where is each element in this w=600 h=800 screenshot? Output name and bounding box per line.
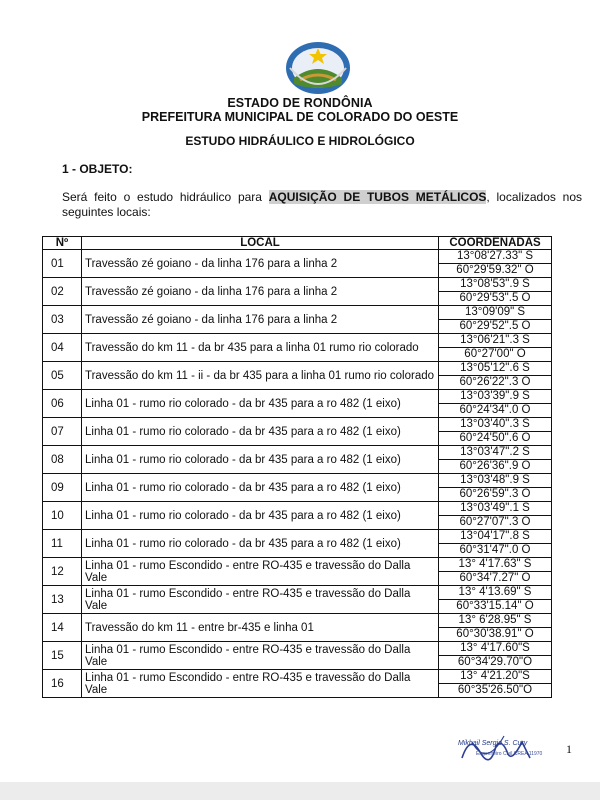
table-row <box>43 530 552 544</box>
row-location: Linha 01 - rumo Escondido - entre RO-435 e travessão do Dalla Vale <box>82 558 439 586</box>
row-longitude: 60°29'52".5 O <box>439 320 552 334</box>
row-latitude: 13°05'12".6 S <box>439 362 552 376</box>
row-latitude: 13°03'49".1 S <box>439 502 552 516</box>
row-number: 01 <box>43 250 82 278</box>
row-longitude: 60°24'34".0 O <box>439 404 552 418</box>
row-longitude: 60°30'38.91" O <box>439 628 552 642</box>
intro-paragraph <box>62 190 582 220</box>
row-location: Linha 01 - rumo rio colorado - da br 435 para a ro 482 (1 eixo) <box>82 446 439 474</box>
signature-role: Engenheiro Civil CREA 11970 <box>476 751 543 757</box>
row-latitude: 13°08'27.33" S <box>439 250 552 264</box>
row-location: Travessão zé goiano - da linha 176 para a linha 2 <box>82 306 439 334</box>
row-latitude: 13°03'48".9 S <box>439 474 552 488</box>
state-name: ESTADO DE RONDÔNIA <box>227 96 373 110</box>
row-latitude: 13°03'40".3 S <box>439 418 552 432</box>
row-location: Travessão zé goiano - da linha 176 para a linha 2 <box>82 278 439 306</box>
municipal-crest-icon <box>284 40 352 96</box>
row-longitude: 60°26'59".3 O <box>439 488 552 502</box>
row-location: Linha 01 - rumo rio colorado - da br 435 para a ro 482 (1 eixo) <box>82 390 439 418</box>
row-number: 03 <box>43 306 82 334</box>
row-longitude: 60°27'07".3 O <box>439 516 552 530</box>
table-row <box>43 502 552 516</box>
row-longitude: 60°31'47".0 O <box>439 544 552 558</box>
row-longitude: 60°27'00" O <box>439 348 552 362</box>
row-longitude: 60°34'7.27" O <box>439 572 552 586</box>
row-latitude: 13°08'53".9 S <box>439 278 552 292</box>
row-location: Travessão do km 11 - ii - da br 435 para a linha 01 rumo rio colorado <box>82 362 439 390</box>
row-location: Travessão do km 11 - da br 435 para a linha 01 rumo rio colorado <box>82 334 439 362</box>
section-title: 1 - OBJETO: <box>62 162 133 176</box>
table-row <box>43 586 552 600</box>
row-number: 06 <box>43 390 82 418</box>
row-location: Travessão do km 11 - entre br-435 e linha 01 <box>82 614 439 642</box>
row-number: 04 <box>43 334 82 362</box>
header-coordinates: COORDENADAS <box>439 237 552 250</box>
row-number: 13 <box>43 586 82 614</box>
table-header-row <box>43 237 552 250</box>
row-latitude: 13°03'39".9 S <box>439 390 552 404</box>
row-location: Linha 01 - rumo rio colorado - da br 435 para a ro 482 (1 eixo) <box>82 530 439 558</box>
row-number: 08 <box>43 446 82 474</box>
row-location: Linha 01 - rumo rio colorado - da br 435 para a ro 482 (1 eixo) <box>82 418 439 446</box>
row-longitude: 60°33'15.14" O <box>439 600 552 614</box>
row-longitude: 60°24'50".6 O <box>439 432 552 446</box>
table-body <box>43 250 552 698</box>
table-row <box>43 474 552 488</box>
row-location: Linha 01 - rumo Escondido - entre RO-435 e travessão do Dalla Vale <box>82 642 439 670</box>
row-longitude: 60°26'22".3 O <box>439 376 552 390</box>
row-location: Linha 01 - rumo Escondido - entre RO-435 e travessão do Dalla Vale <box>82 586 439 614</box>
row-longitude: 60°26'36".9 O <box>439 460 552 474</box>
row-location: Travessão zé goiano - da linha 176 para a linha 2 <box>82 250 439 278</box>
row-latitude: 13° 4'21.20"S <box>439 670 552 684</box>
intro-text-before: Será feito o estudo hidráulico para <box>62 190 269 204</box>
row-number: 12 <box>43 558 82 586</box>
row-number: 16 <box>43 670 82 698</box>
row-location: Linha 01 - rumo Escondido - entre RO-435 e travessão do Dalla Vale <box>82 670 439 698</box>
row-latitude: 13°09'09" S <box>439 306 552 320</box>
row-longitude: 60°29'53".5 O <box>439 292 552 306</box>
row-number: 10 <box>43 502 82 530</box>
row-longitude: 60°29'59.32" O <box>439 264 552 278</box>
row-latitude: 13° 6'28.95" S <box>439 614 552 628</box>
row-number: 14 <box>43 614 82 642</box>
row-latitude: 13°04'17".8 S <box>439 530 552 544</box>
table-row <box>43 306 552 320</box>
table-row <box>43 390 552 404</box>
page-number: 1 <box>566 742 572 756</box>
table-row <box>43 670 552 684</box>
row-number: 05 <box>43 362 82 390</box>
row-latitude: 13° 4'17.60"S <box>439 642 552 656</box>
row-number: 11 <box>43 530 82 558</box>
page-bottom-edge <box>0 782 600 800</box>
table-row <box>43 418 552 432</box>
row-longitude: 60°34'29.70"O <box>439 656 552 670</box>
table-row <box>43 362 552 376</box>
table-row <box>43 334 552 348</box>
intro-text-after: , localizados nos seguintes locais: <box>62 190 582 219</box>
table-row <box>43 642 552 656</box>
row-latitude: 13°03'47".2 S <box>439 446 552 460</box>
table-row <box>43 278 552 292</box>
locations-table <box>42 236 552 698</box>
row-location: Linha 01 - rumo rio colorado - da br 435 para a ro 482 (1 eixo) <box>82 502 439 530</box>
row-number: 15 <box>43 642 82 670</box>
study-title: ESTUDO HIDRÁULICO E HIDROLÓGICO <box>185 134 415 148</box>
prefecture-name: PREFEITURA MUNICIPAL DE COLORADO DO OESTE <box>141 110 459 124</box>
signature-stamp-icon <box>452 728 542 770</box>
row-latitude: 13°06'21".3 S <box>439 334 552 348</box>
table-row <box>43 614 552 628</box>
intro-highlight: AQUISIÇÃO DE TUBOS METÁLICOS <box>268 190 487 204</box>
header-local: LOCAL <box>82 237 439 250</box>
signature-name: Mikhail Sergio S. Cury <box>458 740 528 747</box>
row-number: 02 <box>43 278 82 306</box>
row-number: 09 <box>43 474 82 502</box>
row-number: 07 <box>43 418 82 446</box>
row-longitude: 60°35'26.50"O <box>439 684 552 698</box>
row-latitude: 13° 4'13.69" S <box>439 586 552 600</box>
header-num: Nº <box>43 237 82 250</box>
table-row <box>43 558 552 572</box>
table-row <box>43 250 552 264</box>
table-row <box>43 446 552 460</box>
row-latitude: 13° 4'17.63" S <box>439 558 552 572</box>
row-location: Linha 01 - rumo rio colorado - da br 435 para a ro 482 (1 eixo) <box>82 474 439 502</box>
